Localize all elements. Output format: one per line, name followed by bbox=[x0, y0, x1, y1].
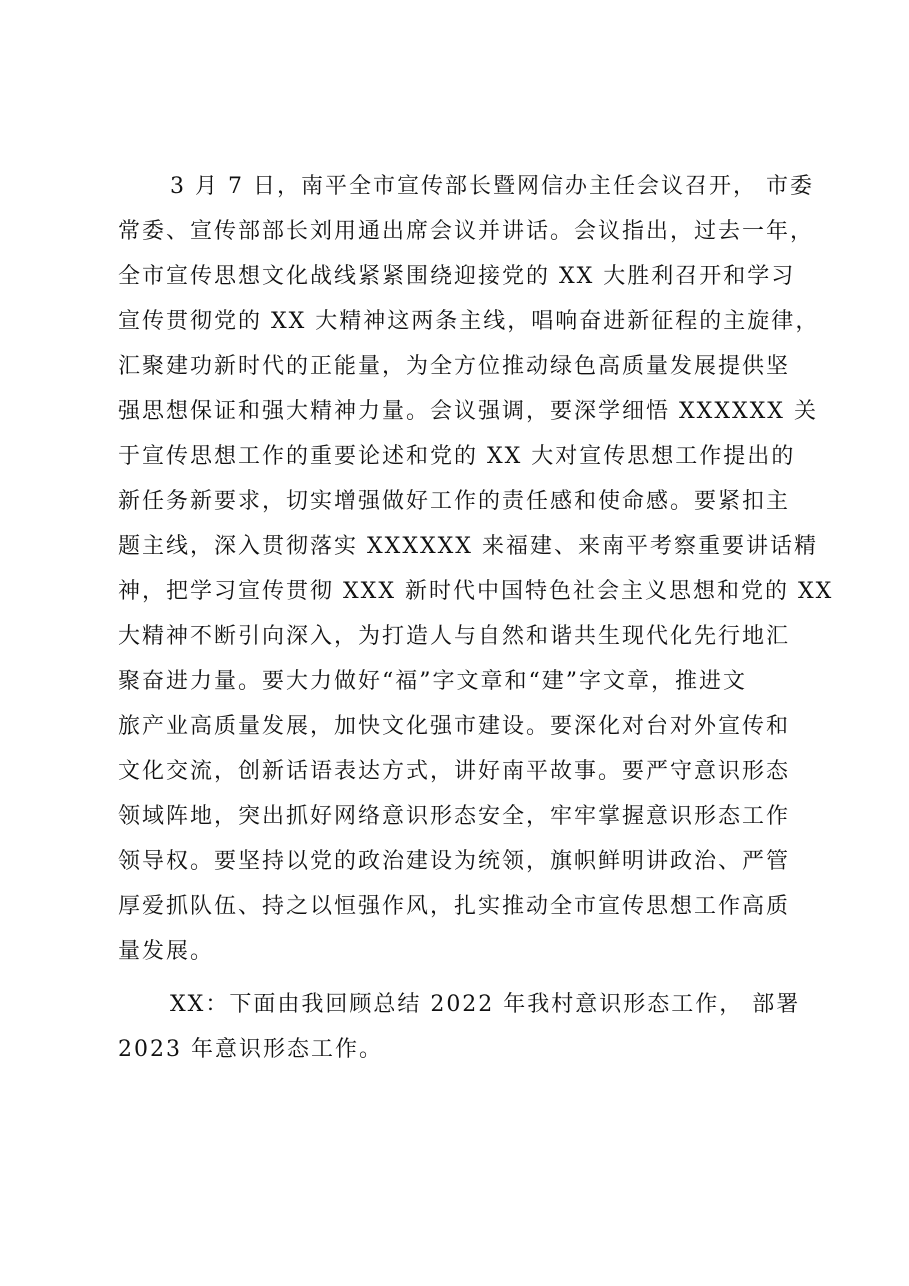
text-line: 领导权。要坚持以党的政治建设为统领，旗帜鲜明讲政治、严管 bbox=[118, 849, 791, 874]
text-line: 汇聚建功新时代的正能量，为全方位推动绿色高质量发展提供坚 bbox=[118, 354, 791, 379]
text-line: 领域阵地，突出抓好网络意识形态安全，牢牢掌握意识形态工作 bbox=[118, 804, 791, 829]
text-line: 新任务新要求，切实增强做好工作的责任感和使命感。要紧扣主 bbox=[118, 489, 791, 514]
text-line: 量发展。 bbox=[118, 939, 215, 964]
text-line: 常委、宣传部部长刘用通出席会议并讲话。会议指出，过去一年， bbox=[118, 219, 815, 244]
text-line: 全市宣传思想文化战线紧紧围绕迎接党的 XX 大胜利召开和学习 bbox=[118, 264, 796, 289]
text-line: 聚奋进力量。要大力做好“福”字文章和“建”字文章，推进文 bbox=[118, 669, 747, 694]
text-line: 宣传贯彻党的 XX 大精神这两条主线，唱响奋进新征程的主旋律， bbox=[118, 309, 820, 334]
paragraph-meeting-summary bbox=[118, 164, 834, 974]
text-line: 题主线，深入贯彻落实 XXXXXX 来福建、来南平考察重要讲话精 bbox=[118, 534, 818, 559]
text-line: 大精神不断引向深入，为打造人与自然和谐共生现代化先行地汇 bbox=[118, 624, 791, 649]
paragraph-spacer bbox=[118, 974, 798, 982]
document-body bbox=[118, 164, 834, 1072]
text-line: 文化交流，创新话语表达方式，讲好南平故事。要严守意识形态 bbox=[118, 759, 791, 784]
text-line: 于宣传思想工作的重要论述和党的 XX 大对宣传思想工作提出的 bbox=[118, 444, 796, 469]
text-line: 强思想保证和强大精神力量。会议强调，要深学细悟 XXXXXX 关 bbox=[118, 399, 818, 424]
text-line: 旅产业高质量发展，加快文化强市建设。要深化对台对外宣传和 bbox=[118, 714, 791, 739]
text-line: XX：下面由我回顾总结 2022 年我村意识形态工作， 部署 bbox=[170, 992, 801, 1017]
text-line: 神，把学习宣传贯彻 XXX 新时代中国特色社会主义思想和党的 XX bbox=[118, 579, 834, 604]
text-line: 厚爱抓队伍、持之以恒强作风，扎实推动全市宣传思想工作高质 bbox=[118, 894, 791, 919]
paragraph-speaker-intro bbox=[118, 982, 801, 1072]
text-line: 3 月 7 日，南平全市宣传部长暨网信办主任会议召开， 市委 bbox=[170, 174, 814, 199]
text-line: 2023 年意识形态工作。 bbox=[118, 1037, 383, 1062]
